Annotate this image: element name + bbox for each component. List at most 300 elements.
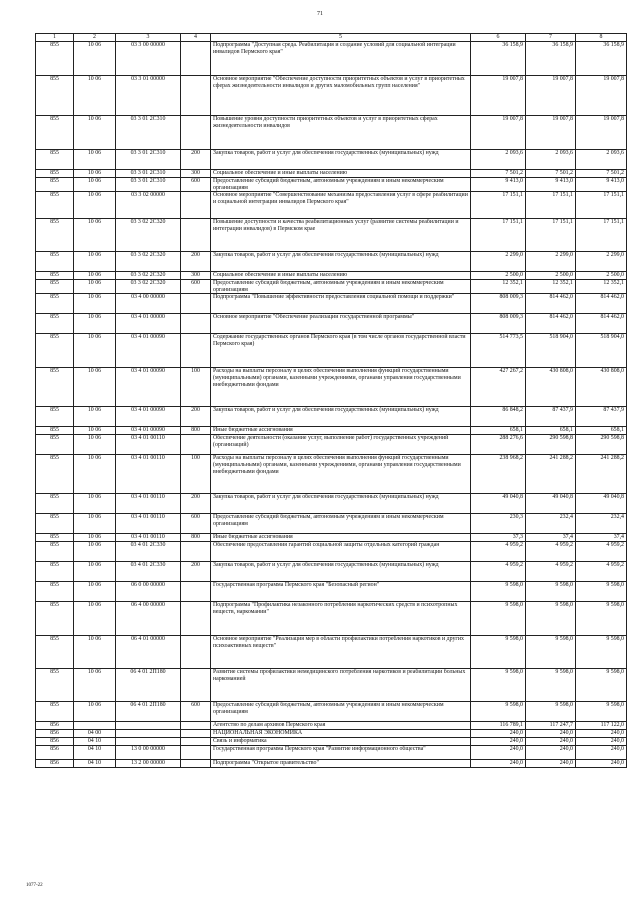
item-name-cell: Основное мероприятие "Реализация мер в области профилактики потребления наркотиков и других психоактивных веществ" xyxy=(211,636,471,669)
expense-type-cell: 200 xyxy=(181,252,211,272)
section-code-cell: 10 06 xyxy=(74,150,116,170)
expense-type-cell xyxy=(181,582,211,602)
target-article-cell: 03 3 01 00000 xyxy=(116,76,181,116)
amount-year3-cell: 4 959,2 xyxy=(576,542,627,562)
expense-type-cell xyxy=(181,314,211,334)
amount-year2-cell: 240,0 xyxy=(526,760,576,768)
table-row xyxy=(36,760,627,768)
table-row xyxy=(36,280,627,294)
section-code-cell: 10 06 xyxy=(74,294,116,314)
amount-year3-cell: 4 959,2 xyxy=(576,562,627,582)
target-article-cell: 03 4 01 00110 xyxy=(116,514,181,534)
amount-year2-cell: 36 158,9 xyxy=(526,42,576,76)
header-row xyxy=(36,34,627,42)
admin-code-cell: 855 xyxy=(36,636,74,669)
table-row xyxy=(36,730,627,738)
amount-year3-cell: 87 437,9 xyxy=(576,407,627,427)
target-article-cell: 03 3 02 2С320 xyxy=(116,280,181,294)
admin-code-cell: 855 xyxy=(36,294,74,314)
section-code-cell: 10 06 xyxy=(74,669,116,702)
item-name-cell: Повышение уровня доступности приоритетных объектов и услуг в приоритетных сферах жизнедеятельности инвалидов xyxy=(211,116,471,150)
amount-year2-cell: 17 151,1 xyxy=(526,192,576,219)
admin-code-cell: 855 xyxy=(36,314,74,334)
admin-code-cell: 855 xyxy=(36,542,74,562)
amount-year2-cell: 240,0 xyxy=(526,746,576,760)
header-cell: 6 xyxy=(471,34,526,42)
target-article-cell: 03 3 01 2С310 xyxy=(116,178,181,192)
item-name-cell: Содержание государственных органов Пермского края (в том числе органов государственной власти Пермского края) xyxy=(211,334,471,368)
admin-code-cell: 855 xyxy=(36,219,74,252)
item-name-cell: Связь и информатика xyxy=(211,738,471,746)
section-code-cell: 10 06 xyxy=(74,636,116,669)
amount-year1-cell: 9 413,0 xyxy=(471,178,526,192)
admin-code-cell: 855 xyxy=(36,534,74,542)
expense-type-cell: 100 xyxy=(181,368,211,407)
item-name-cell: НАЦИОНАЛЬНАЯ ЭКОНОМИКА xyxy=(211,730,471,738)
section-code-cell: 04 10 xyxy=(74,746,116,760)
amount-year2-cell: 9 413,0 xyxy=(526,178,576,192)
target-article-cell: 06 4 01 2П180 xyxy=(116,669,181,702)
item-name-cell: Обеспечение деятельности (оказание услуг, выполнение работ) государственных учреждений (организаций) xyxy=(211,435,471,455)
table-row xyxy=(36,494,627,514)
target-article-cell: 03 3 01 2С310 xyxy=(116,116,181,150)
admin-code-cell: 855 xyxy=(36,435,74,455)
header-cell: 1 xyxy=(36,34,74,42)
amount-year3-cell: 117 122,0 xyxy=(576,722,627,730)
header-cell: 8 xyxy=(576,34,627,42)
item-name-cell: Основное мероприятие "Обеспечение доступности приоритетных объектов и услуг в приоритетных сферах жизнедеятельности инвалидов и других маломобильных групп населения" xyxy=(211,76,471,116)
item-name-cell: Развитие системы профилактики немедицинского потребления наркотиков и реабилитации больных наркоманией xyxy=(211,669,471,702)
amount-year3-cell: 240,0 xyxy=(576,738,627,746)
section-code-cell: 10 06 xyxy=(74,178,116,192)
amount-year3-cell: 518 904,0 xyxy=(576,334,627,368)
admin-code-cell: 855 xyxy=(36,280,74,294)
amount-year1-cell: 2 093,6 xyxy=(471,150,526,170)
item-name-cell: Социальное обеспечение и иные выплаты населению xyxy=(211,272,471,280)
amount-year2-cell: 4 959,2 xyxy=(526,542,576,562)
section-code-cell: 10 06 xyxy=(74,368,116,407)
table-row xyxy=(36,272,627,280)
item-name-cell: Подпрограмма "Доступная среда. Реабилитация и создание условий для социальной интеграции инвалидов Пермского края" xyxy=(211,42,471,76)
expense-type-cell xyxy=(181,294,211,314)
amount-year1-cell: 9 598,0 xyxy=(471,636,526,669)
amount-year3-cell: 19 007,8 xyxy=(576,76,627,116)
admin-code-cell: 855 xyxy=(36,334,74,368)
expense-type-cell xyxy=(181,435,211,455)
amount-year2-cell: 430 808,0 xyxy=(526,368,576,407)
amount-year2-cell: 814 462,0 xyxy=(526,294,576,314)
item-name-cell: Основное мероприятие "Совершенствование механизма предоставления услуг в сфере реабилитации и социальной интеграции инвалидов Пермского края" xyxy=(211,192,471,219)
expense-type-cell xyxy=(181,722,211,730)
expense-type-cell xyxy=(181,738,211,746)
section-code-cell: 04 00 xyxy=(74,730,116,738)
amount-year3-cell: 17 151,1 xyxy=(576,219,627,252)
amount-year3-cell: 240,0 xyxy=(576,746,627,760)
amount-year2-cell: 518 904,0 xyxy=(526,334,576,368)
table-row xyxy=(36,738,627,746)
header-cell: 2 xyxy=(74,34,116,42)
amount-year2-cell: 37,4 xyxy=(526,534,576,542)
amount-year1-cell: 238 968,2 xyxy=(471,455,526,494)
amount-year3-cell: 290 598,8 xyxy=(576,435,627,455)
amount-year3-cell: 36 158,9 xyxy=(576,42,627,76)
amount-year1-cell: 240,0 xyxy=(471,738,526,746)
admin-code-cell: 856 xyxy=(36,746,74,760)
target-article-cell: 13 0 00 00000 xyxy=(116,746,181,760)
amount-year1-cell: 17 151,1 xyxy=(471,219,526,252)
amount-year1-cell: 658,1 xyxy=(471,427,526,435)
admin-code-cell: 855 xyxy=(36,455,74,494)
admin-code-cell: 856 xyxy=(36,760,74,768)
item-name-cell: Государственная программа Пермского края "Безопасный регион" xyxy=(211,582,471,602)
admin-code-cell: 855 xyxy=(36,562,74,582)
amount-year1-cell: 240,0 xyxy=(471,760,526,768)
table-row xyxy=(36,636,627,669)
expense-type-cell xyxy=(181,730,211,738)
admin-code-cell: 855 xyxy=(36,252,74,272)
expense-type-cell: 300 xyxy=(181,170,211,178)
admin-code-cell: 855 xyxy=(36,192,74,219)
table-row xyxy=(36,746,627,760)
page-number: 71 xyxy=(317,11,323,17)
amount-year1-cell: 514 773,5 xyxy=(471,334,526,368)
target-article-cell: 03 3 02 2С320 xyxy=(116,252,181,272)
amount-year1-cell: 116 789,1 xyxy=(471,722,526,730)
item-name-cell: Основное мероприятие "Обеспечение реализации государственной программы" xyxy=(211,314,471,334)
amount-year1-cell: 12 352,1 xyxy=(471,280,526,294)
admin-code-cell: 855 xyxy=(36,76,74,116)
expense-type-cell xyxy=(181,542,211,562)
amount-year2-cell: 9 598,0 xyxy=(526,636,576,669)
admin-code-cell: 855 xyxy=(36,150,74,170)
target-article-cell: 03 4 01 00110 xyxy=(116,455,181,494)
expense-type-cell xyxy=(181,76,211,116)
amount-year3-cell: 658,1 xyxy=(576,427,627,435)
section-code-cell: 10 06 xyxy=(74,192,116,219)
expense-type-cell: 800 xyxy=(181,534,211,542)
amount-year2-cell: 232,4 xyxy=(526,514,576,534)
item-name-cell: Предоставление субсидий бюджетным, автономным учреждениям и иным некоммерческим организациям xyxy=(211,514,471,534)
table-row xyxy=(36,722,627,730)
target-article-cell: 03 3 01 2С310 xyxy=(116,170,181,178)
target-article-cell: 03 4 01 00110 xyxy=(116,435,181,455)
admin-code-cell: 855 xyxy=(36,272,74,280)
amount-year2-cell: 2 500,0 xyxy=(526,272,576,280)
target-article-cell: 03 4 01 00110 xyxy=(116,534,181,542)
expense-type-cell xyxy=(181,219,211,252)
amount-year1-cell: 9 598,0 xyxy=(471,582,526,602)
item-name-cell: Подпрограмма "Профилактика незаконного потребления наркотических средств и психотропных веществ, наркомании" xyxy=(211,602,471,636)
amount-year2-cell: 19 007,8 xyxy=(526,116,576,150)
amount-year2-cell: 49 040,8 xyxy=(526,494,576,514)
amount-year2-cell: 241 288,2 xyxy=(526,455,576,494)
amount-year3-cell: 17 151,1 xyxy=(576,192,627,219)
target-article-cell xyxy=(116,722,181,730)
section-code-cell: 10 06 xyxy=(74,252,116,272)
header-cell: 7 xyxy=(526,34,576,42)
target-article-cell xyxy=(116,730,181,738)
admin-code-cell: 855 xyxy=(36,178,74,192)
target-article-cell: 03 4 01 00090 xyxy=(116,368,181,407)
item-name-cell: Иные бюджетные ассигнования xyxy=(211,534,471,542)
amount-year2-cell: 9 598,0 xyxy=(526,582,576,602)
admin-code-cell: 855 xyxy=(36,170,74,178)
item-name-cell: Социальное обеспечение и иные выплаты населению xyxy=(211,170,471,178)
amount-year3-cell: 9 598,0 xyxy=(576,582,627,602)
header-cell: 5 xyxy=(211,34,471,42)
amount-year1-cell: 4 959,2 xyxy=(471,542,526,562)
table-row xyxy=(36,219,627,252)
amount-year3-cell: 37,4 xyxy=(576,534,627,542)
table-row xyxy=(36,252,627,272)
table-row xyxy=(36,514,627,534)
section-code-cell: 10 06 xyxy=(74,280,116,294)
amount-year2-cell: 9 598,0 xyxy=(526,669,576,702)
admin-code-cell: 855 xyxy=(36,669,74,702)
table-row xyxy=(36,582,627,602)
expense-type-cell: 600 xyxy=(181,280,211,294)
amount-year3-cell: 9 413,0 xyxy=(576,178,627,192)
table-row xyxy=(36,702,627,722)
target-article-cell xyxy=(116,738,181,746)
amount-year2-cell: 658,1 xyxy=(526,427,576,435)
target-article-cell: 03 4 00 00000 xyxy=(116,294,181,314)
table-row xyxy=(36,76,627,116)
item-name-cell: Расходы на выплаты персоналу в целях обеспечения выполнения функций государственными (муниципальными) органами, казенными учреждениями, органами управления государственными внебюджетными фондами xyxy=(211,368,471,407)
target-article-cell: 03 3 01 2С310 xyxy=(116,150,181,170)
amount-year1-cell: 19 007,8 xyxy=(471,76,526,116)
admin-code-cell: 855 xyxy=(36,702,74,722)
item-name-cell: Закупка товаров, работ и услуг для обеспечения государственных (муниципальных) нужд xyxy=(211,494,471,514)
amount-year3-cell: 240,0 xyxy=(576,760,627,768)
item-name-cell: Предоставление субсидий бюджетным, автономным учреждениям и иным некоммерческим организациям xyxy=(211,178,471,192)
amount-year1-cell: 9 598,0 xyxy=(471,602,526,636)
header-cell: 3 xyxy=(116,34,181,42)
amount-year3-cell: 9 598,0 xyxy=(576,636,627,669)
amount-year3-cell: 2 093,6 xyxy=(576,150,627,170)
admin-code-cell: 855 xyxy=(36,427,74,435)
table-row xyxy=(36,602,627,636)
section-code-cell: 10 06 xyxy=(74,219,116,252)
amount-year1-cell: 288 276,6 xyxy=(471,435,526,455)
amount-year2-cell: 19 007,8 xyxy=(526,76,576,116)
section-code-cell: 04 10 xyxy=(74,760,116,768)
amount-year1-cell: 240,0 xyxy=(471,746,526,760)
section-code-cell: 10 06 xyxy=(74,170,116,178)
amount-year2-cell: 814 462,0 xyxy=(526,314,576,334)
amount-year2-cell: 9 598,0 xyxy=(526,602,576,636)
amount-year3-cell: 12 352,1 xyxy=(576,280,627,294)
section-code-cell: 10 06 xyxy=(74,76,116,116)
table-row xyxy=(36,534,627,542)
target-article-cell: 06 4 00 00000 xyxy=(116,602,181,636)
section-code-cell: 10 06 xyxy=(74,702,116,722)
section-code-cell: 10 06 xyxy=(74,562,116,582)
admin-code-cell: 856 xyxy=(36,722,74,730)
amount-year3-cell: 232,4 xyxy=(576,514,627,534)
expense-type-cell xyxy=(181,116,211,150)
section-code-cell: 10 06 xyxy=(74,455,116,494)
amount-year3-cell: 9 598,0 xyxy=(576,702,627,722)
amount-year3-cell: 7 501,2 xyxy=(576,170,627,178)
target-article-cell: 03 3 02 2С320 xyxy=(116,272,181,280)
section-code-cell: 10 06 xyxy=(74,582,116,602)
amount-year1-cell: 86 848,2 xyxy=(471,407,526,427)
amount-year2-cell: 4 959,2 xyxy=(526,562,576,582)
amount-year3-cell: 49 040,8 xyxy=(576,494,627,514)
target-article-cell: 03 4 01 00090 xyxy=(116,334,181,368)
target-article-cell: 03 4 01 00090 xyxy=(116,407,181,427)
table-body xyxy=(36,42,627,768)
amount-year3-cell: 430 808,0 xyxy=(576,368,627,407)
admin-code-cell: 855 xyxy=(36,407,74,427)
amount-year2-cell: 2 093,6 xyxy=(526,150,576,170)
amount-year1-cell: 37,3 xyxy=(471,534,526,542)
amount-year2-cell: 17 151,1 xyxy=(526,219,576,252)
admin-code-cell: 855 xyxy=(36,514,74,534)
amount-year3-cell: 9 598,0 xyxy=(576,602,627,636)
section-code-cell: 10 06 xyxy=(74,407,116,427)
expense-type-cell: 800 xyxy=(181,427,211,435)
amount-year1-cell: 49 040,8 xyxy=(471,494,526,514)
item-name-cell: Подпрограмма "Открытое правительство" xyxy=(211,760,471,768)
amount-year2-cell: 117 247,7 xyxy=(526,722,576,730)
expense-type-cell xyxy=(181,192,211,219)
amount-year2-cell: 290 598,8 xyxy=(526,435,576,455)
target-article-cell: 03 3 02 00000 xyxy=(116,192,181,219)
expense-type-cell: 100 xyxy=(181,455,211,494)
amount-year3-cell: 240,0 xyxy=(576,730,627,738)
item-name-cell: Закупка товаров, работ и услуг для обеспечения государственных (муниципальных) нужд xyxy=(211,562,471,582)
section-code-cell: 10 06 xyxy=(74,116,116,150)
section-code-cell: 10 06 xyxy=(74,494,116,514)
table-row xyxy=(36,192,627,219)
item-name-cell: Иные бюджетные ассигнования xyxy=(211,427,471,435)
amount-year1-cell: 7 501,2 xyxy=(471,170,526,178)
amount-year3-cell: 814 462,0 xyxy=(576,294,627,314)
expense-type-cell xyxy=(181,602,211,636)
header-cell: 4 xyxy=(181,34,211,42)
admin-code-cell: 855 xyxy=(36,494,74,514)
table-row xyxy=(36,407,627,427)
expense-type-cell xyxy=(181,760,211,768)
target-article-cell: 06 4 01 00000 xyxy=(116,636,181,669)
amount-year1-cell: 808 009,3 xyxy=(471,294,526,314)
admin-code-cell: 856 xyxy=(36,730,74,738)
item-name-cell: Предоставление субсидий бюджетным, автономным учреждениям и иным некоммерческим организациям xyxy=(211,702,471,722)
expense-type-cell xyxy=(181,636,211,669)
expense-type-cell xyxy=(181,669,211,702)
amount-year2-cell: 9 598,0 xyxy=(526,702,576,722)
target-article-cell: 03 4 01 00000 xyxy=(116,314,181,334)
section-code-cell: 10 06 xyxy=(74,427,116,435)
section-code-cell: 10 06 xyxy=(74,514,116,534)
expense-type-cell xyxy=(181,42,211,76)
amount-year3-cell: 2 299,0 xyxy=(576,252,627,272)
target-article-cell: 03 4 01 00110 xyxy=(116,494,181,514)
amount-year1-cell: 2 299,0 xyxy=(471,252,526,272)
section-code-cell: 10 06 xyxy=(74,334,116,368)
item-name-cell: Агентство по делам архивов Пермского края xyxy=(211,722,471,730)
amount-year3-cell: 2 500,0 xyxy=(576,272,627,280)
expense-type-cell: 300 xyxy=(181,272,211,280)
admin-code-cell: 855 xyxy=(36,116,74,150)
expense-type-cell: 200 xyxy=(181,494,211,514)
section-code-cell: 10 06 xyxy=(74,272,116,280)
amount-year3-cell: 9 598,0 xyxy=(576,669,627,702)
expense-type-cell: 200 xyxy=(181,150,211,170)
table-row xyxy=(36,294,627,314)
section-code-cell: 10 06 xyxy=(74,542,116,562)
item-name-cell: Обеспечение предоставления гарантий социальной защиты отдельных категорий граждан xyxy=(211,542,471,562)
target-article-cell: 03 4 01 00090 xyxy=(116,427,181,435)
table-row xyxy=(36,669,627,702)
amount-year2-cell: 12 352,1 xyxy=(526,280,576,294)
admin-code-cell: 855 xyxy=(36,368,74,407)
table-row xyxy=(36,368,627,407)
item-name-cell: Повышение доступности и качества реабилитационных услуг (развитие системы реабилитации и интеграции инвалидов) в Пермском крае xyxy=(211,219,471,252)
expense-type-cell: 600 xyxy=(181,514,211,534)
amount-year3-cell: 814 462,0 xyxy=(576,314,627,334)
amount-year1-cell: 4 959,2 xyxy=(471,562,526,582)
section-code-cell: 10 06 xyxy=(74,435,116,455)
amount-year1-cell: 36 158,9 xyxy=(471,42,526,76)
admin-code-cell: 855 xyxy=(36,602,74,636)
item-name-cell: Закупка товаров, работ и услуг для обеспечения государственных (муниципальных) нужд xyxy=(211,407,471,427)
target-article-cell: 03 4 01 2С330 xyxy=(116,562,181,582)
section-code-cell: 10 06 xyxy=(74,602,116,636)
table-row xyxy=(36,178,627,192)
admin-code-cell: 855 xyxy=(36,582,74,602)
amount-year1-cell: 2 500,0 xyxy=(471,272,526,280)
amount-year3-cell: 241 288,2 xyxy=(576,455,627,494)
admin-code-cell: 855 xyxy=(36,42,74,76)
amount-year1-cell: 427 267,2 xyxy=(471,368,526,407)
section-code-cell: 10 06 xyxy=(74,534,116,542)
table-row xyxy=(36,170,627,178)
amount-year1-cell: 9 598,0 xyxy=(471,669,526,702)
amount-year1-cell: 17 151,1 xyxy=(471,192,526,219)
amount-year2-cell: 240,0 xyxy=(526,730,576,738)
section-code-cell: 04 10 xyxy=(74,738,116,746)
expense-type-cell: 600 xyxy=(181,702,211,722)
table-row xyxy=(36,334,627,368)
target-article-cell: 06 0 00 00000 xyxy=(116,582,181,602)
section-code-cell xyxy=(74,722,116,730)
section-code-cell: 10 06 xyxy=(74,314,116,334)
target-article-cell: 06 4 01 2П180 xyxy=(116,702,181,722)
target-article-cell: 03 4 01 2С330 xyxy=(116,542,181,562)
amount-year1-cell: 9 598,0 xyxy=(471,702,526,722)
table-row xyxy=(36,435,627,455)
item-name-cell: Закупка товаров, работ и услуг для обеспечения государственных (муниципальных) нужд xyxy=(211,252,471,272)
section-code-cell: 10 06 xyxy=(74,42,116,76)
amount-year1-cell: 19 007,8 xyxy=(471,116,526,150)
table-row xyxy=(36,542,627,562)
target-article-cell: 03 3 00 00000 xyxy=(116,42,181,76)
table-row xyxy=(36,150,627,170)
item-name-cell: Предоставление субсидий бюджетным, автономным учреждениям и иным некоммерческим организациям xyxy=(211,280,471,294)
item-name-cell: Подпрограмма "Повышение эффективности предоставления социальной помощи и поддержки" xyxy=(211,294,471,314)
expense-type-cell: 600 xyxy=(181,178,211,192)
expense-type-cell xyxy=(181,334,211,368)
amount-year1-cell: 230,3 xyxy=(471,514,526,534)
item-name-cell: Закупка товаров, работ и услуг для обеспечения государственных (муниципальных) нужд xyxy=(211,150,471,170)
expense-type-cell: 200 xyxy=(181,562,211,582)
item-name-cell: Государственная программа Пермского края "Развитие информационного общества" xyxy=(211,746,471,760)
admin-code-cell: 856 xyxy=(36,738,74,746)
table-row xyxy=(36,427,627,435)
